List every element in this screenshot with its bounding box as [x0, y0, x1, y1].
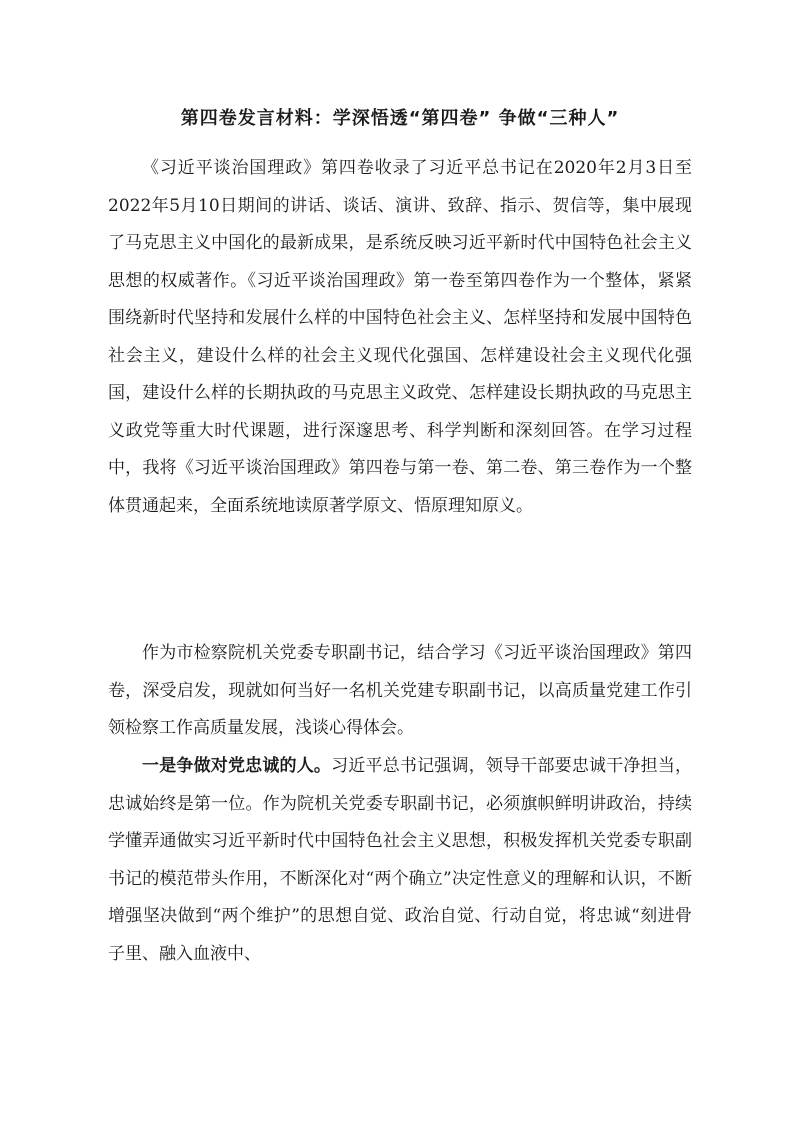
paragraph-lead: 一是争做对党忠诚的人。 — [142, 756, 332, 776]
paragraph-point-one — [108, 748, 692, 973]
paragraph-text: 作为市检察院机关党委专职副书记，结合学习《习近平谈治国理政》第四卷，深受启发，现就如何当好一名机关党建专职副书记，以高质量党建工作引领检察工作高质量发展，浅谈心得体会。 — [108, 643, 692, 738]
paragraph-intro — [108, 150, 692, 525]
paragraph-text: 《习近平谈治国理政》第四卷收录了习近平总书记在2020年2月3日至2022年5月10日期间的讲话、谈话、演讲、致辞、指示、贺信等，集中展现了马克思主义中国化的最新成果，是系统反映习近平新时代中国特色社会主义思想的权威著作。《习近平谈治国理政》第一卷至第四卷作为一个整体，紧紧围绕新时代坚持和发展什么样的中国特色社会主义、怎样坚持和发展中国特色社会主义，建设什么样的社会主义现代化强国、怎样建设社会主义现代化强国，建设什么样的长期执政的马克思主义政党、怎样建设长期执政的马克思主义政党等重大时代课题，进行深邃思考、科学判断和深刻回答。在学习过程中，我将《习近平谈治国理政》第四卷与第一卷、第二卷、第三卷作为一个整体贯通起来，全面系统地读原著学原文、悟原理知原义。 — [108, 158, 692, 516]
paragraph-context — [108, 635, 692, 748]
document-title: 第四卷发言材料：学深悟透“第四卷” 争做“三种人” — [180, 108, 620, 129]
paragraph-text: 习近平总书记强调，领导干部要忠诚干净担当，忠诚始终是第一位。作为院机关党委专职副书记，必须旗帜鲜明讲政治，持续学懂弄通做实习近平新时代中国特色社会主义思想，积极发挥机关党委专职副书记的模范带头作用，不断深化对“两个确立”决定性意义的理解和认识，不断增强坚决做到“两个维护”的思想自觉、政治自觉、行动自觉，将忠诚“刻进骨子里、融入血液中、 — [108, 756, 693, 964]
